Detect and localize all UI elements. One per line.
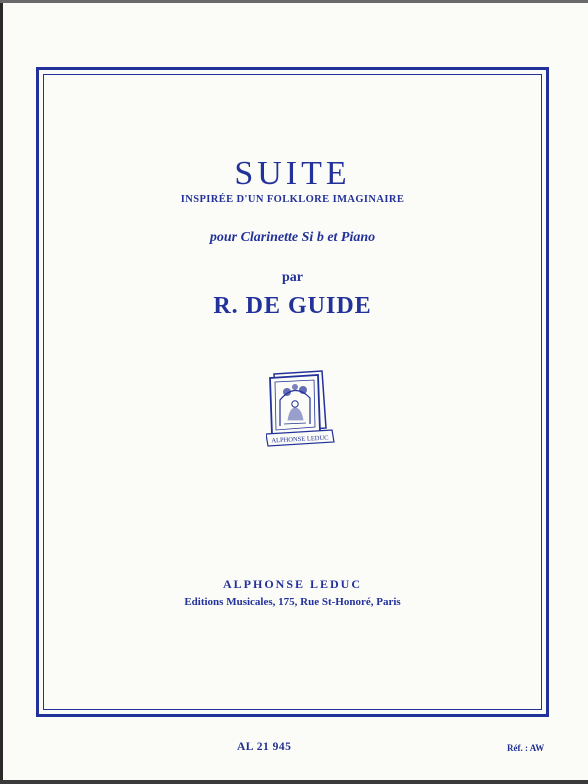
publisher-logo-icon (266, 368, 336, 450)
score-subtitle: INSPIRÉE D'UN FOLKLORE IMAGINAIRE (180, 194, 405, 205)
reference-code: Réf. : AW (507, 743, 545, 753)
publisher-name: ALPHONSE LEDUC (222, 577, 363, 591)
scan-edge-left (0, 0, 3, 784)
publisher-address: Editions Musicales, 175, Rue St-Honoré, Paris (184, 596, 401, 608)
scan-edge-bottom (0, 780, 588, 784)
logo-lettering: ALPHONSE LEDUC (271, 434, 329, 445)
par-label: par (282, 270, 303, 285)
scan-edge-top (0, 0, 588, 3)
instrumentation: pour Clarinette Si b et Piano (209, 230, 376, 245)
composer-name: R. DE GUIDE (213, 293, 372, 319)
catalog-number: AL 21 945 (237, 741, 292, 753)
score-title: SUITE (234, 155, 351, 192)
